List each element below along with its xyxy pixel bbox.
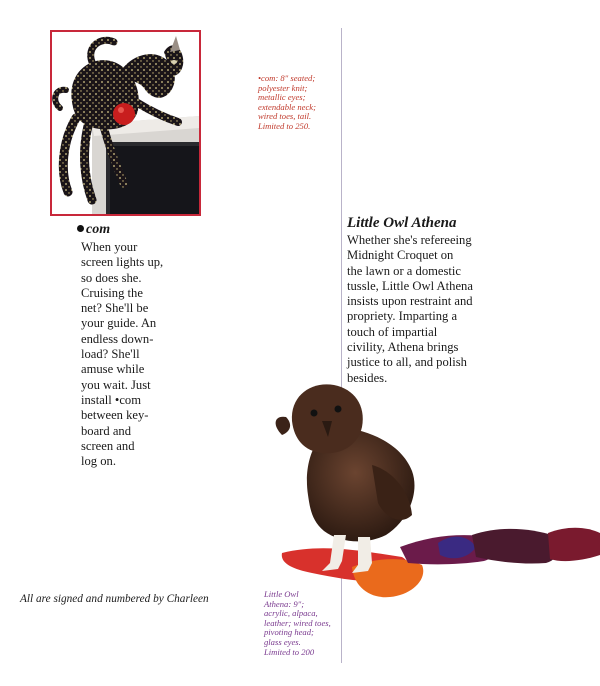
dotcom-text-line: log on. — [81, 454, 116, 469]
owl-text-line: tussle, Little Owl Athena — [347, 278, 473, 293]
dotcom-text-line: endless down- — [81, 331, 154, 346]
owl-doll-image — [262, 375, 600, 605]
owl-caption-line: Athena: 9"; — [264, 598, 305, 609]
signed-note: All are signed and numbered by Charleen — [20, 593, 209, 605]
dotcom-text-line: screen lights up, — [81, 255, 164, 270]
dotcom-text-line: When your — [81, 240, 138, 254]
owl-text-line: propriety. Imparting a — [347, 309, 458, 324]
dotcom-text-line: load? She'll — [81, 347, 140, 362]
dotcom-heading — [77, 222, 110, 238]
owl-caption-line: leather; wired toes, — [264, 617, 331, 628]
dotcom-caption-line: Limited to 250. — [258, 120, 311, 131]
owl-text-line: Midnight Croquet on — [347, 248, 454, 263]
owl-heading: Little Owl Athena — [347, 215, 457, 231]
dotcom-caption-line: polyester knit; — [258, 82, 308, 93]
dotcom-description — [81, 240, 181, 469]
dotcom-text-line: install •com — [81, 392, 142, 407]
owl-caption-line: glass eyes. — [264, 636, 301, 647]
dotcom-text-line: between key- — [81, 408, 149, 423]
dotcom-title: com — [86, 222, 111, 237]
dotcom-text-line: amuse while — [81, 362, 145, 377]
dotcom-caption — [258, 74, 338, 132]
dotcom-caption-line: extendable neck; — [258, 101, 316, 112]
dotcom-caption-line: wired toes, tail. — [258, 111, 312, 122]
owl-description — [347, 233, 507, 386]
owl-text-line: the lawn or a domestic — [347, 263, 462, 278]
owl-caption-line: Limited to 200 — [264, 646, 315, 657]
dotcom-caption-line: •com: 8" seated; — [258, 73, 316, 83]
dotcom-photo — [50, 30, 201, 216]
owl-caption-line: acrylic, alpaca, — [264, 608, 318, 619]
owl-caption-line: Little Owl — [264, 589, 299, 599]
dotcom-text-line: Cruising the — [81, 285, 143, 300]
bullet-dot-icon — [77, 225, 84, 232]
owl-caption — [264, 590, 344, 657]
dotcom-text-line: board and — [81, 423, 132, 438]
dotcom-text-line: net? She'll be — [81, 301, 149, 316]
dotcom-text-line: so does she. — [81, 270, 142, 285]
dotcom-text-line: screen and — [81, 438, 135, 453]
owl-text-line: civility, Athena brings — [347, 340, 459, 355]
dotcom-caption-line: metallic eyes; — [258, 92, 306, 103]
owl-text-line: justice to all, and polish — [347, 355, 467, 370]
owl-text-line: Whether she's refereeing — [347, 233, 472, 247]
owl-caption-line: pivoting head; — [264, 627, 314, 638]
dotcom-text-line: your guide. An — [81, 316, 157, 331]
dotcom-text-line: you wait. Just — [81, 377, 151, 392]
owl-text-line: besides. — [347, 370, 388, 385]
owl-text-line: touch of impartial — [347, 324, 438, 339]
owl-text-line: insists upon restraint and — [347, 294, 473, 309]
dotcom-doll-image — [52, 32, 199, 214]
